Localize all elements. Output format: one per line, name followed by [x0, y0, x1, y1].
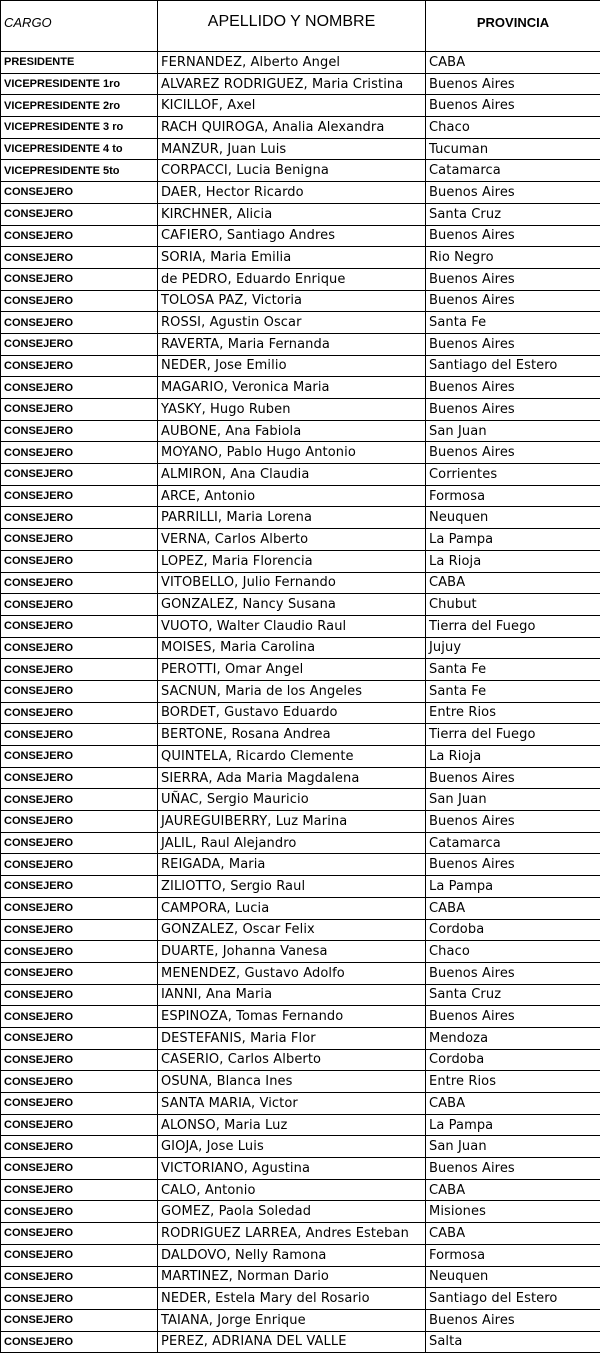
table-row	[1, 1309, 600, 1331]
header-cargo: CARGO	[1, 1, 158, 52]
name-cell: MAGARIO, Veronica Maria	[158, 377, 426, 399]
table-row	[1, 811, 600, 833]
province-cell: La Pampa	[426, 1114, 600, 1136]
name-cell: MANZUR, Juan Luis	[158, 138, 426, 160]
province-cell: Tierra del Fuego	[426, 615, 600, 637]
cargo-cell: VICEPRESIDENTE 5to	[1, 160, 158, 182]
name-cell: CASERIO, Carlos Alberto	[158, 1049, 426, 1071]
name-cell: VERNA, Carlos Alberto	[158, 529, 426, 551]
cargo-cell: CONSEJERO	[1, 399, 158, 421]
cargo-cell: CONSEJERO	[1, 746, 158, 768]
province-cell: Buenos Aires	[426, 290, 600, 312]
table-row	[1, 572, 600, 594]
table-row	[1, 52, 600, 74]
province-cell: Buenos Aires	[426, 962, 600, 984]
table-row	[1, 1006, 600, 1028]
name-cell: IANNI, Ana Maria	[158, 984, 426, 1006]
name-cell: ESPINOZA, Tomas Fernando	[158, 1006, 426, 1028]
cargo-cell: CONSEJERO	[1, 962, 158, 984]
name-cell: MARTINEZ, Norman Dario	[158, 1266, 426, 1288]
name-cell: de PEDRO, Eduardo Enrique	[158, 268, 426, 290]
province-cell: Catamarca	[426, 160, 600, 182]
header-nombre: APELLIDO Y NOMBRE	[158, 1, 426, 52]
name-cell: RAVERTA, Maria Fernanda	[158, 333, 426, 355]
province-cell: Neuquen	[426, 1266, 600, 1288]
table-row	[1, 399, 600, 421]
table-row	[1, 1201, 600, 1223]
name-cell: JALIL, Raul Alejandro	[158, 832, 426, 854]
table-row	[1, 941, 600, 963]
table-row	[1, 876, 600, 898]
table-row	[1, 1244, 600, 1266]
table-row	[1, 550, 600, 572]
table-row	[1, 919, 600, 941]
table-row	[1, 268, 600, 290]
cargo-cell: CONSEJERO	[1, 767, 158, 789]
cargo-cell: CONSEJERO	[1, 897, 158, 919]
table-row	[1, 702, 600, 724]
name-cell: GOMEZ, Paola Soledad	[158, 1201, 426, 1223]
name-cell: SACNUN, Maria de los Angeles	[158, 680, 426, 702]
table-row	[1, 789, 600, 811]
name-cell: FERNANDEZ, Alberto Angel	[158, 52, 426, 74]
name-cell: ALMIRON, Ana Claudia	[158, 464, 426, 486]
province-cell: Buenos Aires	[426, 767, 600, 789]
name-cell: VUOTO, Walter Claudio Raul	[158, 615, 426, 637]
name-cell: KIRCHNER, Alicia	[158, 203, 426, 225]
cargo-cell: CONSEJERO	[1, 1223, 158, 1245]
province-cell: Santa Fe	[426, 659, 600, 681]
cargo-cell: CONSEJERO	[1, 1244, 158, 1266]
cargo-cell: CONSEJERO	[1, 529, 158, 551]
name-cell: YASKY, Hugo Ruben	[158, 399, 426, 421]
province-cell: Neuquen	[426, 507, 600, 529]
name-cell: LOPEZ, Maria Florencia	[158, 550, 426, 572]
province-cell: Buenos Aires	[426, 333, 600, 355]
table-row	[1, 73, 600, 95]
province-cell: Buenos Aires	[426, 182, 600, 204]
province-cell: CABA	[426, 1179, 600, 1201]
province-cell: CABA	[426, 572, 600, 594]
cargo-cell: CONSEJERO	[1, 247, 158, 269]
table-row	[1, 1179, 600, 1201]
province-cell: CABA	[426, 1093, 600, 1115]
cargo-cell: CONSEJERO	[1, 1309, 158, 1331]
cargo-cell: CONSEJERO	[1, 1006, 158, 1028]
table-row	[1, 507, 600, 529]
name-cell: CAMPORA, Lucia	[158, 897, 426, 919]
cargo-cell: CONSEJERO	[1, 984, 158, 1006]
table-row	[1, 984, 600, 1006]
name-cell: MOISES, Maria Carolina	[158, 637, 426, 659]
table-row	[1, 1158, 600, 1180]
table-row	[1, 377, 600, 399]
table-row	[1, 767, 600, 789]
name-cell: GONZALEZ, Nancy Susana	[158, 594, 426, 616]
cargo-cell: CONSEJERO	[1, 485, 158, 507]
table-row	[1, 1223, 600, 1245]
table-row	[1, 355, 600, 377]
province-cell: Buenos Aires	[426, 377, 600, 399]
table-row	[1, 312, 600, 334]
cargo-cell: CONSEJERO	[1, 1179, 158, 1201]
province-cell: Entre Rios	[426, 1071, 600, 1093]
name-cell: VICTORIANO, Agustina	[158, 1158, 426, 1180]
province-cell: La Pampa	[426, 529, 600, 551]
province-cell: Misiones	[426, 1201, 600, 1223]
province-cell: Salta	[426, 1331, 600, 1353]
cargo-cell: CONSEJERO	[1, 312, 158, 334]
cargo-cell: CONSEJERO	[1, 680, 158, 702]
table-row	[1, 117, 600, 139]
cargo-cell: PRESIDENTE	[1, 52, 158, 74]
province-cell: Corrientes	[426, 464, 600, 486]
table-row	[1, 333, 600, 355]
province-cell: La Pampa	[426, 876, 600, 898]
province-cell: Rio Negro	[426, 247, 600, 269]
table-row	[1, 529, 600, 551]
cargo-cell: CONSEJERO	[1, 1071, 158, 1093]
name-cell: QUINTELA, Ricardo Clemente	[158, 746, 426, 768]
cargo-cell: CONSEJERO	[1, 1093, 158, 1115]
table-row	[1, 1331, 600, 1353]
cargo-cell: VICEPRESIDENTE 2ro	[1, 95, 158, 117]
name-cell: CALO, Antonio	[158, 1179, 426, 1201]
cargo-cell: CONSEJERO	[1, 203, 158, 225]
province-cell: Buenos Aires	[426, 1309, 600, 1331]
name-cell: RODRIGUEZ LARREA, Andres Esteban	[158, 1223, 426, 1245]
name-cell: ARCE, Antonio	[158, 485, 426, 507]
table-row	[1, 442, 600, 464]
province-cell: CABA	[426, 1223, 600, 1245]
name-cell: JAUREGUIBERRY, Luz Marina	[158, 811, 426, 833]
province-cell: San Juan	[426, 1136, 600, 1158]
table-row	[1, 637, 600, 659]
table-row	[1, 1288, 600, 1310]
table-row	[1, 1266, 600, 1288]
table-row	[1, 854, 600, 876]
name-cell: CAFIERO, Santiago Andres	[158, 225, 426, 247]
table-row	[1, 746, 600, 768]
name-cell: ZILIOTTO, Sergio Raul	[158, 876, 426, 898]
province-cell: Santiago del Estero	[426, 355, 600, 377]
name-cell: SANTA MARIA, Victor	[158, 1093, 426, 1115]
table-row	[1, 464, 600, 486]
cargo-cell: CONSEJERO	[1, 876, 158, 898]
name-cell: UÑAC, Sergio Mauricio	[158, 789, 426, 811]
cargo-cell: CONSEJERO	[1, 1288, 158, 1310]
name-cell: PEREZ, ADRIANA DEL VALLE	[158, 1331, 426, 1353]
table-row	[1, 594, 600, 616]
cargo-cell: VICEPRESIDENTE 3 ro	[1, 117, 158, 139]
cargo-cell: CONSEJERO	[1, 1201, 158, 1223]
roster-body	[1, 52, 600, 1353]
province-cell: Buenos Aires	[426, 1006, 600, 1028]
cargo-cell: VICEPRESIDENTE 4 to	[1, 138, 158, 160]
table-row	[1, 1093, 600, 1115]
province-cell: Buenos Aires	[426, 73, 600, 95]
name-cell: GONZALEZ, Oscar Felix	[158, 919, 426, 941]
name-cell: OSUNA, Blanca Ines	[158, 1071, 426, 1093]
province-cell: CABA	[426, 897, 600, 919]
province-cell: Tucuman	[426, 138, 600, 160]
table-row	[1, 247, 600, 269]
cargo-cell: CONSEJERO	[1, 355, 158, 377]
province-cell: Cordoba	[426, 1049, 600, 1071]
cargo-cell: CONSEJERO	[1, 1027, 158, 1049]
cargo-cell: CONSEJERO	[1, 702, 158, 724]
province-cell: Chaco	[426, 941, 600, 963]
name-cell: TAIANA, Jorge Enrique	[158, 1309, 426, 1331]
name-cell: PEROTTI, Omar Angel	[158, 659, 426, 681]
cargo-cell: CONSEJERO	[1, 225, 158, 247]
province-cell: Santa Cruz	[426, 984, 600, 1006]
province-cell: Buenos Aires	[426, 442, 600, 464]
cargo-cell: CONSEJERO	[1, 594, 158, 616]
table-row	[1, 659, 600, 681]
cargo-cell: VICEPRESIDENTE 1ro	[1, 73, 158, 95]
province-cell: Buenos Aires	[426, 225, 600, 247]
cargo-cell: CONSEJERO	[1, 442, 158, 464]
name-cell: NEDER, Jose Emilio	[158, 355, 426, 377]
cargo-cell: CONSEJERO	[1, 1114, 158, 1136]
province-cell: Cordoba	[426, 919, 600, 941]
cargo-cell: CONSEJERO	[1, 420, 158, 442]
cargo-cell: CONSEJERO	[1, 941, 158, 963]
name-cell: VITOBELLO, Julio Fernando	[158, 572, 426, 594]
province-cell: San Juan	[426, 420, 600, 442]
province-cell: Entre Rios	[426, 702, 600, 724]
table-row	[1, 420, 600, 442]
name-cell: CORPACCI, Lucia Benigna	[158, 160, 426, 182]
table-row	[1, 962, 600, 984]
table-row	[1, 832, 600, 854]
name-cell: REIGADA, Maria	[158, 854, 426, 876]
name-cell: AUBONE, Ana Fabiola	[158, 420, 426, 442]
name-cell: KICILLOF, Axel	[158, 95, 426, 117]
name-cell: BORDET, Gustavo Eduardo	[158, 702, 426, 724]
table-row	[1, 680, 600, 702]
name-cell: ROSSI, Agustin Oscar	[158, 312, 426, 334]
cargo-cell: CONSEJERO	[1, 1266, 158, 1288]
cargo-cell: CONSEJERO	[1, 1136, 158, 1158]
name-cell: PARRILLI, Maria Lorena	[158, 507, 426, 529]
province-cell: Buenos Aires	[426, 399, 600, 421]
province-cell: Chubut	[426, 594, 600, 616]
name-cell: SIERRA, Ada Maria Magdalena	[158, 767, 426, 789]
name-cell: TOLOSA PAZ, Victoria	[158, 290, 426, 312]
table-row	[1, 1071, 600, 1093]
name-cell: GIOJA, Jose Luis	[158, 1136, 426, 1158]
province-cell: Chaco	[426, 117, 600, 139]
name-cell: SORIA, Maria Emilia	[158, 247, 426, 269]
province-cell: La Rioja	[426, 746, 600, 768]
cargo-cell: CONSEJERO	[1, 615, 158, 637]
name-cell: RACH QUIROGA, Analia Alexandra	[158, 117, 426, 139]
header-row	[1, 1, 600, 52]
province-cell: Buenos Aires	[426, 811, 600, 833]
name-cell: MENENDEZ, Gustavo Adolfo	[158, 962, 426, 984]
table-row	[1, 1027, 600, 1049]
cargo-cell: CONSEJERO	[1, 182, 158, 204]
province-cell: CABA	[426, 52, 600, 74]
province-cell: Formosa	[426, 1244, 600, 1266]
province-cell: Jujuy	[426, 637, 600, 659]
cargo-cell: CONSEJERO	[1, 724, 158, 746]
cargo-cell: CONSEJERO	[1, 290, 158, 312]
cargo-cell: CONSEJERO	[1, 659, 158, 681]
table-row	[1, 290, 600, 312]
cargo-cell: CONSEJERO	[1, 572, 158, 594]
name-cell: DUARTE, Johanna Vanesa	[158, 941, 426, 963]
table-row	[1, 203, 600, 225]
cargo-cell: CONSEJERO	[1, 507, 158, 529]
table-row	[1, 225, 600, 247]
province-cell: Buenos Aires	[426, 1158, 600, 1180]
province-cell: Tierra del Fuego	[426, 724, 600, 746]
cargo-cell: CONSEJERO	[1, 832, 158, 854]
name-cell: BERTONE, Rosana Andrea	[158, 724, 426, 746]
table-row	[1, 1114, 600, 1136]
province-cell: Santa Fe	[426, 312, 600, 334]
province-cell: Catamarca	[426, 832, 600, 854]
table-row	[1, 1049, 600, 1071]
table-row	[1, 724, 600, 746]
table-row	[1, 615, 600, 637]
table-row	[1, 160, 600, 182]
table-row	[1, 1136, 600, 1158]
cargo-cell: CONSEJERO	[1, 333, 158, 355]
cargo-cell: CONSEJERO	[1, 377, 158, 399]
name-cell: DALDOVO, Nelly Ramona	[158, 1244, 426, 1266]
province-cell: Santa Cruz	[426, 203, 600, 225]
province-cell: Buenos Aires	[426, 854, 600, 876]
cargo-cell: CONSEJERO	[1, 1049, 158, 1071]
cargo-cell: CONSEJERO	[1, 464, 158, 486]
cargo-cell: CONSEJERO	[1, 811, 158, 833]
table-row	[1, 897, 600, 919]
cargo-cell: CONSEJERO	[1, 919, 158, 941]
province-cell: Mendoza	[426, 1027, 600, 1049]
cargo-cell: CONSEJERO	[1, 1158, 158, 1180]
province-cell: Santa Fe	[426, 680, 600, 702]
table-row	[1, 485, 600, 507]
table-row	[1, 138, 600, 160]
cargo-cell: CONSEJERO	[1, 789, 158, 811]
cargo-cell: CONSEJERO	[1, 550, 158, 572]
province-cell: Buenos Aires	[426, 95, 600, 117]
name-cell: ALONSO, Maria Luz	[158, 1114, 426, 1136]
province-cell: Formosa	[426, 485, 600, 507]
province-cell: Santiago del Estero	[426, 1288, 600, 1310]
cargo-cell: CONSEJERO	[1, 637, 158, 659]
table-row	[1, 95, 600, 117]
cargo-cell: CONSEJERO	[1, 1331, 158, 1353]
header-provincia: PROVINCIA	[426, 1, 600, 52]
province-cell: Buenos Aires	[426, 268, 600, 290]
name-cell: MOYANO, Pablo Hugo Antonio	[158, 442, 426, 464]
table-row	[1, 182, 600, 204]
province-cell: La Rioja	[426, 550, 600, 572]
name-cell: NEDER, Estela Mary del Rosario	[158, 1288, 426, 1310]
name-cell: ALVAREZ RODRIGUEZ, Maria Cristina	[158, 73, 426, 95]
name-cell: DAER, Hector Ricardo	[158, 182, 426, 204]
cargo-cell: CONSEJERO	[1, 268, 158, 290]
province-cell: San Juan	[426, 789, 600, 811]
name-cell: DESTEFANIS, Maria Flor	[158, 1027, 426, 1049]
cargo-cell: CONSEJERO	[1, 854, 158, 876]
